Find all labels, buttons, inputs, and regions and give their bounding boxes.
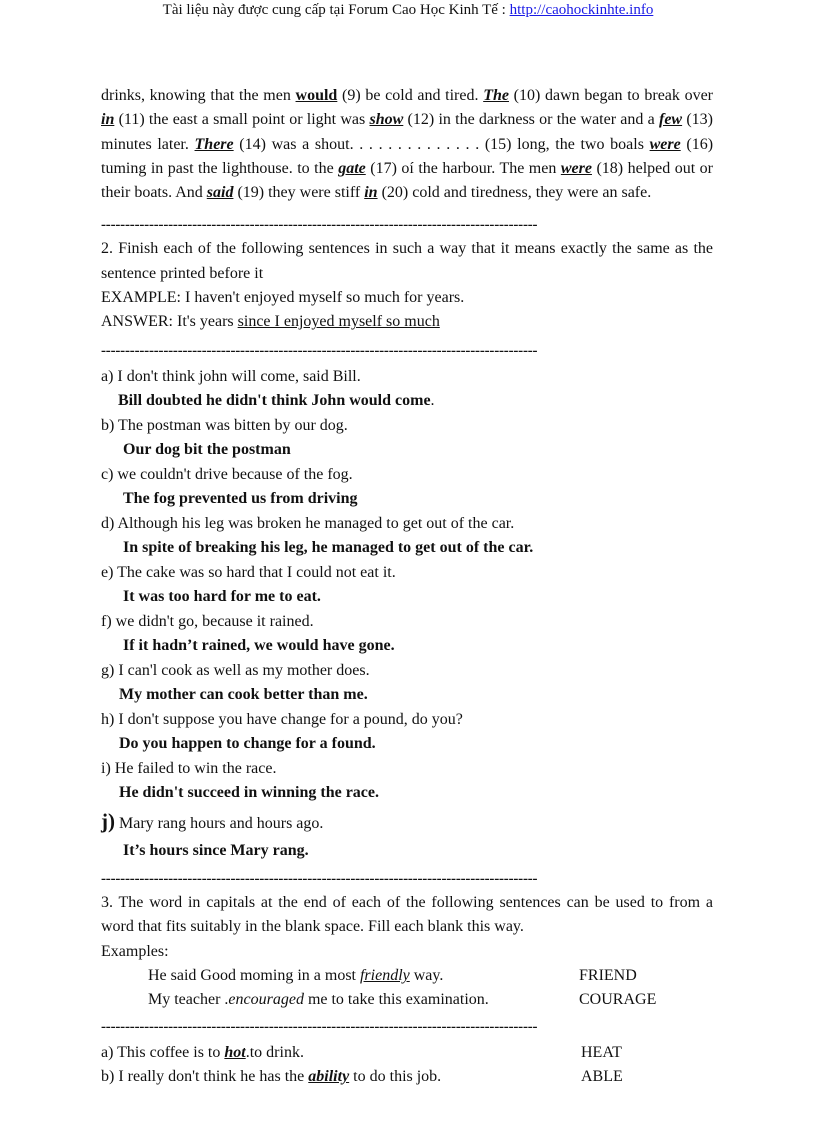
list-item: [101, 512, 713, 561]
answer-word: show: [369, 111, 404, 129]
question: [101, 806, 713, 839]
question: c) we couldn't drive because of the fog.: [101, 465, 353, 483]
answer: Our dog bit the postman: [123, 441, 291, 459]
capital-word: HEAT: [581, 1043, 622, 1061]
list-item: [101, 659, 713, 708]
question: h) I don't suppose you have change for a pound, do you?: [101, 710, 463, 728]
list-item: [101, 365, 713, 414]
answer-tail: .: [430, 392, 435, 410]
passage-text: (20) cold and tiredness, they were an safe.: [377, 184, 652, 202]
example-row: [101, 988, 713, 1012]
answer: He didn't succeed in winning the race.: [119, 784, 380, 802]
question: b) The postman was bitten by our dog.: [101, 416, 348, 434]
question: g) I can'l cook as well as my mother does.: [101, 661, 370, 679]
answer-word: ability: [308, 1067, 350, 1085]
document-body: [101, 84, 713, 1089]
passage-text: (12) in the darkness or the water and a: [403, 111, 659, 129]
text: He said Good moming in a most: [148, 967, 360, 985]
answer: My mother can cook better than me.: [119, 686, 368, 704]
question: i) He failed to win the race.: [101, 759, 277, 777]
divider: -------------------------------------------------------------------------------------------: [101, 342, 538, 359]
passage-text: (19) they were stiff: [233, 184, 365, 202]
answer-text: Bill doubted he didn't think John would come: [118, 392, 431, 410]
question: f) we didn't go, because it rained.: [101, 612, 314, 630]
section2-intro: 2. Finish each of the following sentences in such a way that it means exactly the same as the sentence printed before it: [101, 240, 713, 282]
divider: -------------------------------------------------------------------------------------------: [101, 1018, 538, 1035]
passage-text: drinks, knowing that the men: [101, 87, 296, 104]
answer-word: gate: [338, 159, 366, 177]
passage: [101, 84, 713, 205]
passage-text: (14) was a shout. . . . . . . . . . . . . . (15) long, the two boals: [233, 135, 650, 153]
answer: In spite of breaking his leg, he managed to get out of the car.: [123, 539, 534, 557]
answer-word: in: [101, 111, 115, 129]
answer-word: There: [194, 135, 234, 153]
answer: It was too hard for me to eat.: [123, 588, 321, 606]
answer-word: in: [364, 184, 378, 202]
answer: Do you happen to change for a found.: [119, 735, 376, 753]
divider: -------------------------------------------------------------------------------------------: [101, 217, 538, 234]
question: e) The cake was so hard that I could not eat it.: [101, 563, 396, 581]
page-header: [0, 2, 816, 19]
question-sentence: [101, 1041, 581, 1065]
list-item: [101, 414, 713, 463]
question-text: Mary rang hours and hours ago.: [115, 814, 324, 832]
example-sentence: [101, 988, 579, 1012]
question-row: [101, 1041, 713, 1065]
list-item: [101, 463, 713, 512]
text: to do this job.: [349, 1067, 442, 1085]
section2-items: [101, 365, 713, 864]
list-item: [101, 561, 713, 610]
example-row: [101, 964, 713, 988]
text: way.: [409, 967, 444, 985]
section3-intro: 3. The word in capitals at the end of each of the following sentences can be used to from a word that fits suitably in the blank space. Fill each blank this way.: [101, 894, 713, 936]
answer-word: were: [560, 159, 592, 177]
list-item: [101, 708, 713, 757]
answer-word: few: [659, 111, 683, 129]
text: b) I really don't think he has the: [101, 1067, 309, 1085]
list-item: [101, 610, 713, 659]
question-sentence: [101, 1065, 581, 1089]
answer: The fog prevented us from driving: [123, 490, 358, 508]
passage-text: (17) oí the harbour. The men: [365, 159, 561, 177]
header-text: Tài liệu này được cung cấp tại Forum Cao Học Kinh Tế :: [162, 2, 510, 18]
text: a) This coffee is to: [101, 1043, 225, 1061]
answer: It’s hours since Mary rang.: [123, 841, 309, 859]
passage-text: (13) minutes later.: [101, 111, 714, 153]
text: .to drink.: [245, 1043, 304, 1061]
capital-word: COURAGE: [579, 991, 657, 1009]
answer-word: were: [649, 135, 681, 153]
answer-word: hot: [224, 1043, 246, 1061]
list-item: [101, 806, 713, 864]
answer-word: said: [206, 184, 234, 202]
examples-label: Examples:: [101, 942, 169, 960]
example-word: friendly: [359, 967, 410, 985]
passage-text: (11) the east a small point or light was: [114, 111, 370, 129]
question: d) Although his leg was broken he managed to get out of the car.: [101, 514, 515, 532]
passage-text: (18) helped out or their boats. And: [101, 159, 714, 202]
question-row: [101, 1065, 713, 1089]
list-item: [101, 757, 713, 806]
passage-text: (10) dawn began to break over: [508, 87, 714, 104]
section2-answer: [101, 310, 713, 334]
header-link[interactable]: http://caohockinhte.info: [509, 2, 654, 18]
capital-word: FRIEND: [579, 967, 637, 985]
capital-word: ABLE: [581, 1067, 623, 1085]
example-word: encouraged: [228, 991, 304, 1009]
answer: If it hadn’t rained, we would have gone.: [123, 637, 395, 655]
divider: -------------------------------------------------------------------------------------------: [101, 871, 538, 888]
answer-word: The: [483, 87, 509, 104]
text: My teacher .: [148, 991, 229, 1009]
question: a) I don't think john will come, said Bill.: [101, 367, 361, 385]
example-sentence: [101, 964, 579, 988]
item-label: j): [101, 808, 115, 833]
answer-word: would: [295, 87, 338, 104]
text: me to take this examination.: [303, 991, 489, 1009]
answer-prefix: ANSWER: It's years: [101, 313, 238, 331]
answer-underlined: since I enjoyed myself so much: [237, 313, 440, 331]
section2-example: EXAMPLE: I haven't enjoyed myself so much for years.: [101, 289, 465, 307]
answer: [101, 389, 713, 414]
passage-text: (16) tuming in past the lighthouse. to the: [101, 135, 714, 177]
passage-text: (9) be cold and tired.: [337, 87, 484, 104]
